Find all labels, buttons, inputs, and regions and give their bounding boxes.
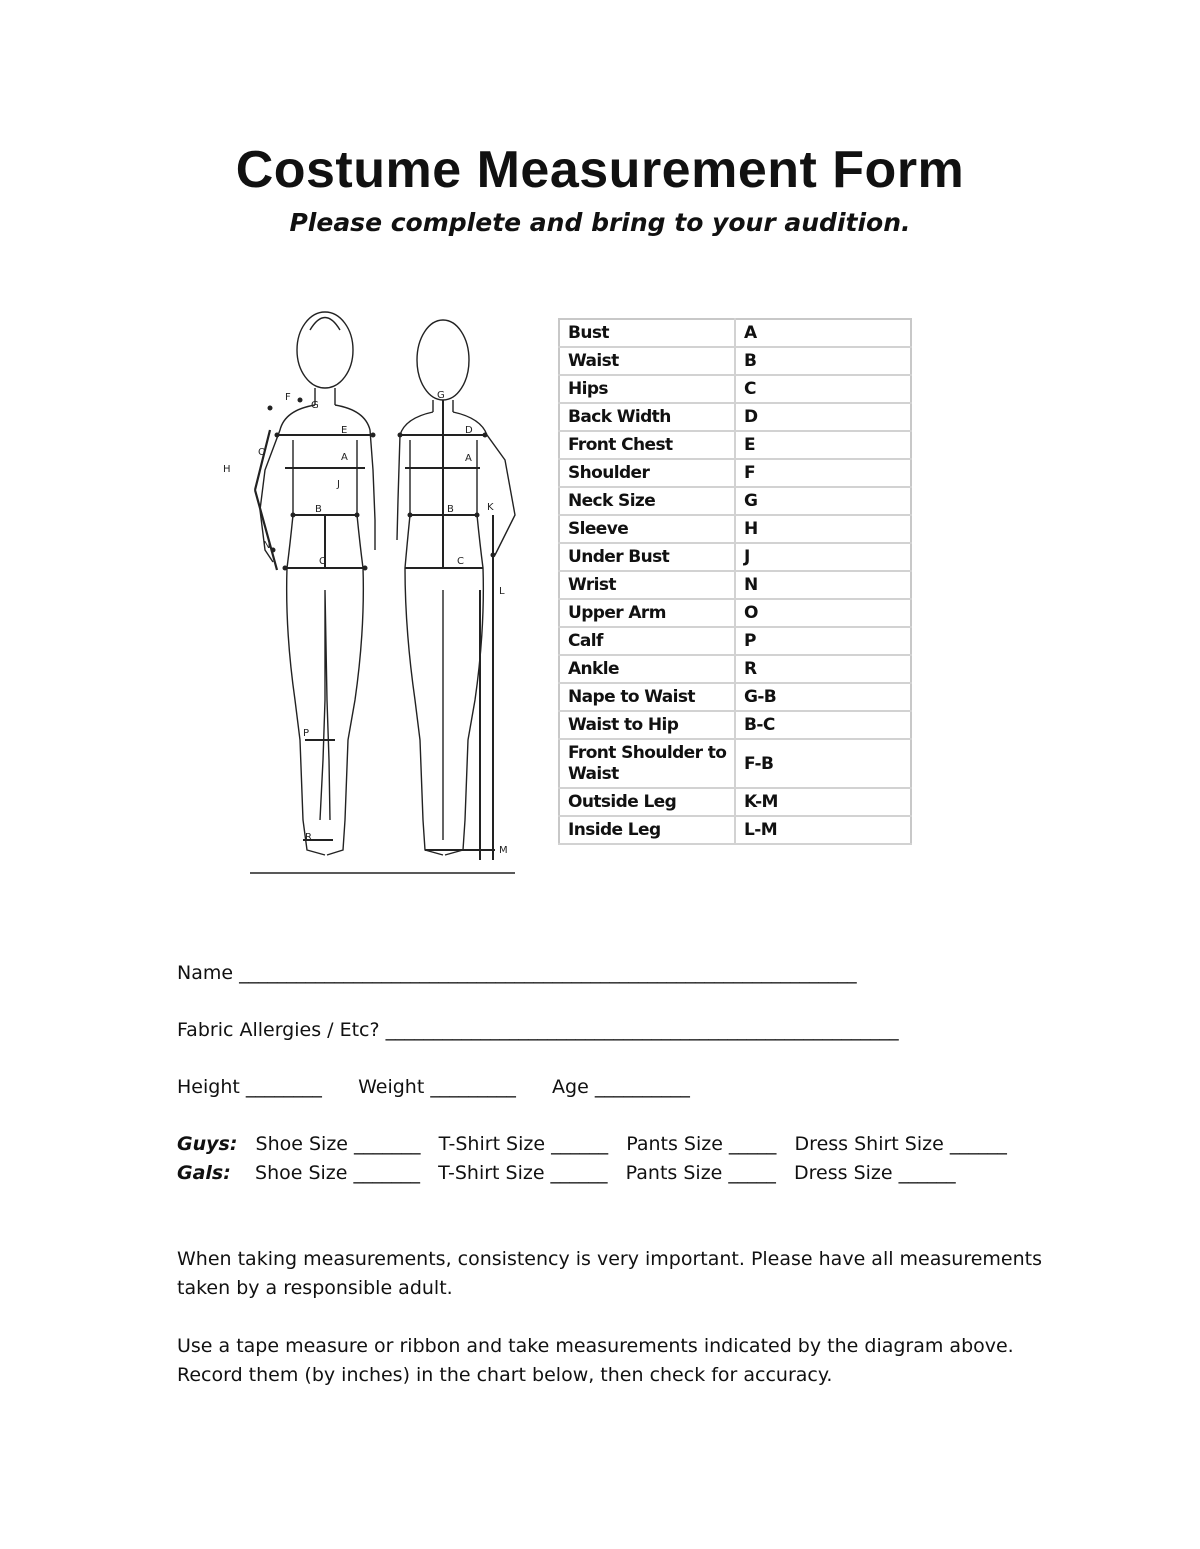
instruction-tape-measure: Use a tape measure or ribbon and take measurements indicated by the diagram above. Record them (by inches) in the chart below, then check for accuracy. <box>177 1335 1014 1386</box>
measurement-row <box>559 459 911 487</box>
page-subtitle: Please complete and bring to your audition. <box>289 208 911 237</box>
diagram-label: O <box>258 447 266 458</box>
diagram-label: K <box>487 502 494 513</box>
measurement-row <box>559 403 911 431</box>
measurement-label: Sleeve <box>559 515 735 543</box>
measurement-label: Front Chest <box>559 431 735 459</box>
measurement-label: Hips <box>559 375 735 403</box>
measurement-label: Neck Size <box>559 487 735 515</box>
measurement-label: Back Width <box>559 403 735 431</box>
body-measurement-diagram <box>215 300 535 880</box>
measurement-code: G <box>735 487 911 515</box>
measurement-label: Waist <box>559 347 735 375</box>
measurement-label: Shoulder <box>559 459 735 487</box>
measurement-code: F-B <box>735 739 911 788</box>
measurement-row <box>559 683 911 711</box>
measurement-row <box>559 627 911 655</box>
measurement-code: C <box>735 375 911 403</box>
measurement-row <box>559 816 911 844</box>
measurement-label: Outside Leg <box>559 788 735 816</box>
diagram-label: H <box>223 464 231 475</box>
measurement-code: F <box>735 459 911 487</box>
measurement-label: Ankle <box>559 655 735 683</box>
diagram-label: C <box>457 556 464 567</box>
measurement-label: Inside Leg <box>559 816 735 844</box>
diagram-label: A <box>341 452 348 463</box>
measurement-code: K-M <box>735 788 911 816</box>
height-weight-age-fields[interactable]: Height ________ Weight _________ Age __________ <box>177 1076 690 1098</box>
measurement-row <box>559 571 911 599</box>
measurement-row <box>559 347 911 375</box>
page-title: Costume Measurement Form <box>235 141 965 199</box>
instruction-consistency: When taking measurements, consistency is very important. Please have all measurements taken by a responsible adult. <box>177 1248 1042 1299</box>
measurement-label: Upper Arm <box>559 599 735 627</box>
measurement-code: P <box>735 627 911 655</box>
measurement-label: Waist to Hip <box>559 711 735 739</box>
diagram-label: L <box>499 586 505 597</box>
measurement-code: D <box>735 403 911 431</box>
measurement-row <box>559 739 911 788</box>
measurement-code: E <box>735 431 911 459</box>
measurement-label: Bust <box>559 319 735 347</box>
measurement-key-table <box>558 318 912 845</box>
measurement-row <box>559 319 911 347</box>
fabric-allergies-field[interactable]: Fabric Allergies / Etc? ______________________________________________________ <box>177 1019 899 1041</box>
measurement-code: J <box>735 543 911 571</box>
diagram-label: A <box>465 453 472 464</box>
gals-sizes-row[interactable] <box>177 1162 956 1184</box>
measurement-code: G-B <box>735 683 911 711</box>
guys-sizes-row[interactable] <box>177 1133 1007 1155</box>
measurement-code: B <box>735 347 911 375</box>
diagram-label: R <box>305 832 312 843</box>
measurement-label: Front Shoulder to Waist <box>559 739 735 788</box>
front-figure-head <box>297 312 353 388</box>
measurement-row <box>559 543 911 571</box>
measurement-code: N <box>735 571 911 599</box>
measurement-label: Wrist <box>559 571 735 599</box>
measurement-row <box>559 788 911 816</box>
diagram-label: F <box>285 392 291 403</box>
measurement-row <box>559 431 911 459</box>
measurement-row <box>559 599 911 627</box>
measurement-label: Calf <box>559 627 735 655</box>
guys-sizes-fields[interactable]: Shoe Size _______ T-Shirt Size ______ Pants Size _____ Dress Shirt Size ______ <box>237 1133 1007 1155</box>
back-figure-head <box>417 320 469 400</box>
measurement-row <box>559 515 911 543</box>
measurement-row <box>559 375 911 403</box>
diagram-label: J <box>337 479 340 490</box>
measurement-row <box>559 487 911 515</box>
measurement-label: Nape to Waist <box>559 683 735 711</box>
diagram-label: D <box>465 425 473 436</box>
measurement-row <box>559 655 911 683</box>
name-field[interactable]: Name _________________________________________________________________ <box>177 962 857 984</box>
measurement-code: L-M <box>735 816 911 844</box>
diagram-label: G <box>437 390 445 401</box>
diagram-label: P <box>303 728 310 739</box>
diagram-label: B <box>447 504 454 515</box>
measurement-row <box>559 711 911 739</box>
measurement-code: H <box>735 515 911 543</box>
measurement-code: A <box>735 319 911 347</box>
diagram-label: M <box>499 845 508 856</box>
gals-sizes-fields[interactable]: Shoe Size _______ T-Shirt Size ______ Pants Size _____ Dress Size ______ <box>230 1162 956 1184</box>
measurement-code: R <box>735 655 911 683</box>
measurement-label: Under Bust <box>559 543 735 571</box>
measurement-code: O <box>735 599 911 627</box>
diagram-label: N <box>263 540 271 551</box>
guys-label: Guys: <box>177 1133 238 1155</box>
gals-label: Gals: <box>177 1162 231 1184</box>
diagram-label: C <box>319 556 326 567</box>
diagram-label: B <box>315 504 322 515</box>
diagram-label: E <box>341 425 348 436</box>
measurement-code: B-C <box>735 711 911 739</box>
diagram-label: G <box>311 400 319 411</box>
